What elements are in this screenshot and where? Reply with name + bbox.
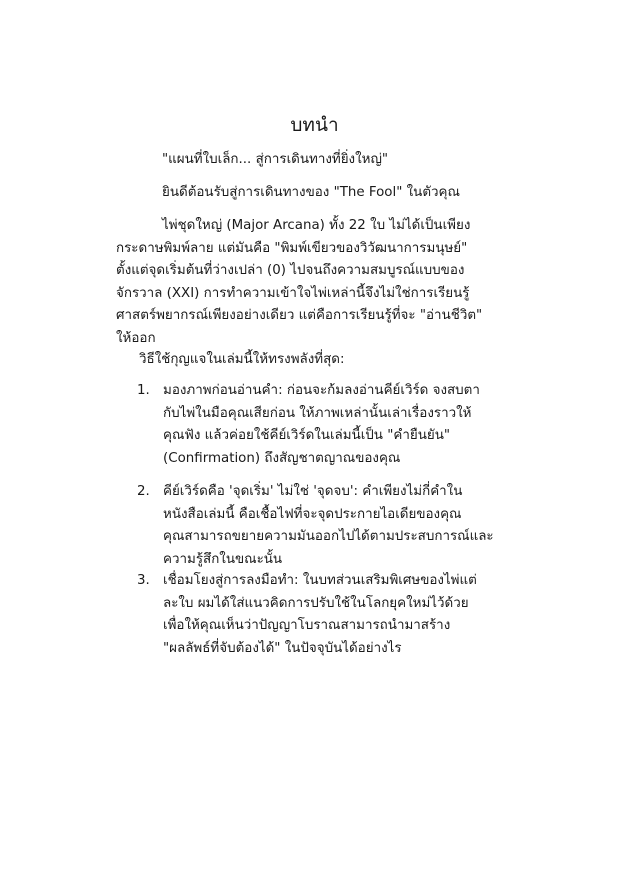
step-list-item-1 [116, 380, 528, 470]
step-line: เพื่อให้คุณเห็นว่าปัญญาโบราณสามารถนำมาสร้าง [163, 618, 451, 633]
step-line: ความรู้สึกในขณะนั้น [163, 551, 283, 567]
step-line: (Confirmation) ถึงสัญชาตญาณของคุณ [163, 450, 401, 466]
list-item [116, 570, 528, 660]
step-line: ละใบ ผมได้ใส่แนวคิดการปรับใช้ในโลกยุคใหม่ไว้ด้วย [163, 595, 469, 611]
step-line: คุณฟัง แล้วค่อยใช้คีย์เวิร์ดในเล่มนี้เป็น "คำยืนยัน" [163, 428, 451, 443]
step-line: คีย์เวิร์ดคือ 'จุดเริ่ม' ไม่ใช่ 'จุดจบ': คำเพียงไม่กี่คำใน [163, 484, 463, 499]
step-line: กับไพ่ในมือคุณเสียก่อน ให้ภาพเหล่านั้นเล่าเรื่องราวให้ [163, 405, 472, 421]
page-title: บทนำ [290, 114, 339, 136]
step-line: "ผลลัพธ์ที่จับต้องได้" ในปัจจุบันได้อย่างไร [163, 640, 402, 656]
step-number: 2. [137, 484, 150, 499]
intro-line: ศาสตร์พยากรณ์เพียงอย่างเดียว แต่คือการเรียนรู้ที่จะ "อ่านชีวิต" [116, 308, 483, 323]
step-line: มองภาพก่อนอ่านคำ: ก่อนจะก้มลงอ่านคีย์เวิร์ด จงสบตา [163, 383, 480, 398]
subtitle-quote: "แผนที่ใบเล็ก... สู่การเดินทางที่ยิ่งใหญ่" [162, 152, 389, 167]
step-number: 3. [137, 573, 150, 588]
step-list-item-2 [116, 481, 528, 571]
intro-line: ไพ่ชุดใหญ่ (Major Arcana) ทั้ง 22 ใบ ไม่ได้เป็นเพียง [162, 218, 471, 233]
list-item [116, 380, 528, 470]
step-line: หนังสือเล่มนี้ คือเชื้อไฟที่จะจุดประกายไอเดียของคุณ [163, 506, 462, 522]
howto-heading: วิธีใช้กุญแจในเล่มนี้ให้ทรงพลังที่สุด: [139, 352, 345, 367]
list-item [116, 481, 528, 571]
intro-line: ให้ออก [116, 330, 156, 346]
step-line: คุณสามารถขยายความมันออกไปได้ตามประสบการณ์และ [163, 529, 494, 544]
welcome-line: ยินดีต้อนรับสู่การเดินทางของ "The Fool" ในตัวคุณ [162, 185, 460, 200]
step-line: เชื่อมโยงสู่การลงมือทำ: ในบทส่วนเสริมพิเศษของไพ่แต่ [163, 573, 477, 588]
intro-line: กระดาษพิมพ์ลาย แต่มันคือ "พิมพ์เขียวของวิวัฒนาการมนุษย์" [116, 240, 468, 256]
intro-paragraph [116, 215, 526, 350]
step-list-item-3 [116, 570, 528, 660]
intro-line: จักรวาล (XXI) การทำความเข้าใจไพ่เหล่านี้จึงไม่ใช่การเรียนรู้ [116, 285, 470, 301]
intro-line: ตั้งแต่จุดเริ่มต้นที่ว่างเปล่า (0) ไปจนถึงความสมบูรณ์แบบของ [116, 263, 465, 278]
step-number: 1. [137, 383, 150, 398]
